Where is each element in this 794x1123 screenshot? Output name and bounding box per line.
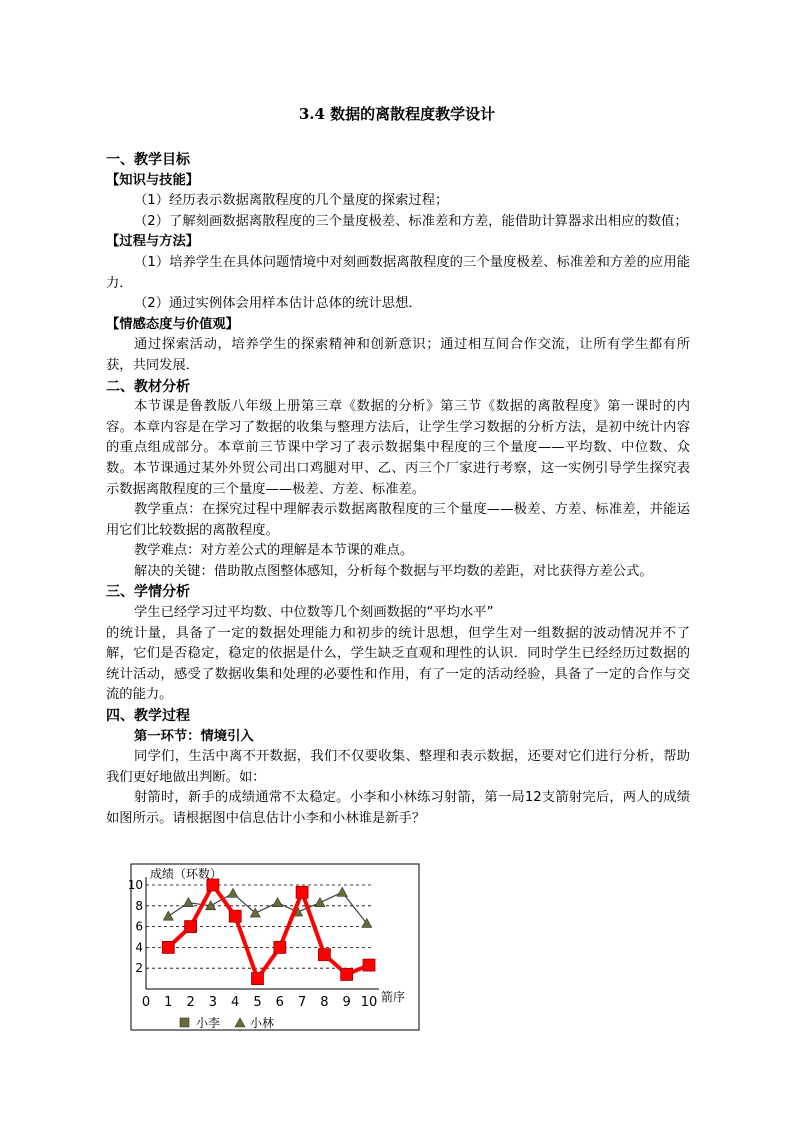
x-tick-label: 0 <box>141 995 151 1010</box>
x-axis-label: 箭序 <box>381 990 406 1004</box>
chart-figure <box>127 863 420 1031</box>
legend-marker-xiaoli <box>180 1018 189 1027</box>
point-xiaoli <box>252 973 264 985</box>
y-tick-label: 10 <box>127 878 143 892</box>
x-tick-label: 9 <box>342 995 351 1010</box>
legend-label-xiaolin: 小林 <box>250 1016 275 1030</box>
subheading-attitude: 【情感态度与价值观】 <box>106 316 239 332</box>
section-heading-objectives: 一、教学目标 <box>106 152 190 168</box>
point-xiaoli <box>363 959 375 971</box>
point-xiaoli <box>229 910 241 922</box>
subheading-knowledge: 【知识与技能】 <box>106 172 200 188</box>
point-xiaoli <box>318 949 330 961</box>
point-xiaoli <box>185 921 197 933</box>
paragraph: 同学们，生活中离不开数据，我们不仅要收集、整理和表示数据，还要对它们进行分析，帮助我们更好地做出判断。如： <box>106 749 690 785</box>
x-tick-label: 3 <box>208 995 218 1010</box>
section-heading-students: 三、学情分析 <box>106 584 190 601</box>
paragraph: （1）培养学生在具体问题情境中对刻画数据离散程度的三个量度极差、标准差和方差的应用能力． <box>106 254 690 291</box>
paragraph: 解决的关键：借助散点图整体感知，分析每个数据与平均数的差距，对比获得方差公式。 <box>134 563 653 579</box>
y-axis-label: 成绩（环数） <box>150 867 223 881</box>
y-tick-label: 8 <box>135 898 143 913</box>
y-tick-label: 4 <box>135 940 143 955</box>
point-xiaoli <box>274 941 286 953</box>
document-title: 3.4 数据的离散程度教学设计 <box>298 105 496 123</box>
document-body <box>106 150 690 830</box>
x-tick-label: 1 <box>164 995 173 1010</box>
x-tick-label: 2 <box>186 995 195 1010</box>
paragraph: （2）了解刻画数据离散程度的三个量度极差、标准差和方差，能借助计算器求出相应的数值； <box>134 213 688 229</box>
x-tick-label: 10 <box>360 995 378 1010</box>
x-tick-label: 4 <box>231 995 240 1010</box>
legend-label-xiaoli: 小李 <box>196 1016 221 1030</box>
section-heading-process: 四、教学过程 <box>106 708 190 725</box>
section-heading-materials: 二、教材分析 <box>106 378 190 395</box>
point-xiaoli <box>341 968 353 980</box>
y-tick-label: 6 <box>135 919 143 934</box>
subsection-heading: 第一环节：情境引入 <box>134 728 254 744</box>
y-tick-label: 2 <box>135 961 143 976</box>
subheading-process: 【过程与方法】 <box>106 234 200 250</box>
paragraph: 学生已经学习过平均数、中位数等几个刻画数据的“平均水平” <box>134 605 494 621</box>
paragraph: 通过探索活动，培养学生的探索精神和创新意识；通过相互间合作交流，让所有学生都有所获，共同发展． <box>106 337 690 373</box>
paragraph: 教学重点：在探究过程中理解表示数据离散程度的三个量度——极差、方差、标准差，并能运用它们比较数据的离散程度。 <box>106 502 690 538</box>
scores-chart <box>127 863 420 1031</box>
x-tick-label: 6 <box>275 995 284 1010</box>
x-tick-label: 5 <box>253 995 262 1010</box>
paragraph: （2）通过实例体会用样本估计总体的统计思想． <box>134 296 422 312</box>
x-tick-label: 8 <box>320 995 329 1010</box>
paragraph: （1）经历表示数据离散程度的几个量度的探索过程； <box>134 193 449 209</box>
x-tick-label: 7 <box>297 995 307 1010</box>
paragraph: 的统计量，具备了一定的数据处理能力和初步的统计思想，但学生对一组数据的波动情况并不了解，它们是否稳定，稳定的依据是什么，学生缺乏直观和理性的认识．同时学生已经经历过数据的统计活动，感受了数据收集和处理的必要性和作用，有了一定的活动经验，具备了一定的合作与交流的能力。 <box>106 625 690 703</box>
point-xiaoli <box>296 886 308 898</box>
paragraph: 本节课是鲁教版八年级上册第三章《数据的分析》第三节《数据的离散程度》第一课时的内容。本章内容是在学习了数据的收集与整理方法后，让学生学习数据的分析方法，是初中统计内容的重点组成部分。本章前三节课中学习了表示数据集中程度的三个量度——平均数、中位数、众数。本节课通过某外外贸公司出口鸡腿对甲、乙、丙三个厂家进行考察，这一实例引导学生探究表示数据离散程度的三个量度——极差、方差、标准差。 <box>106 399 690 497</box>
paragraph: 教学难点：对方差公式的理解是本节课的难点。 <box>134 543 414 559</box>
paragraph: 射箭时，新手的成绩通常不太稳定。小李和小林练习射箭，第一局12支箭射完后，两人的成绩如图所示。请根据图中信息估计小李和小林谁是新手？ <box>106 790 690 826</box>
point-xiaoli <box>162 941 174 953</box>
